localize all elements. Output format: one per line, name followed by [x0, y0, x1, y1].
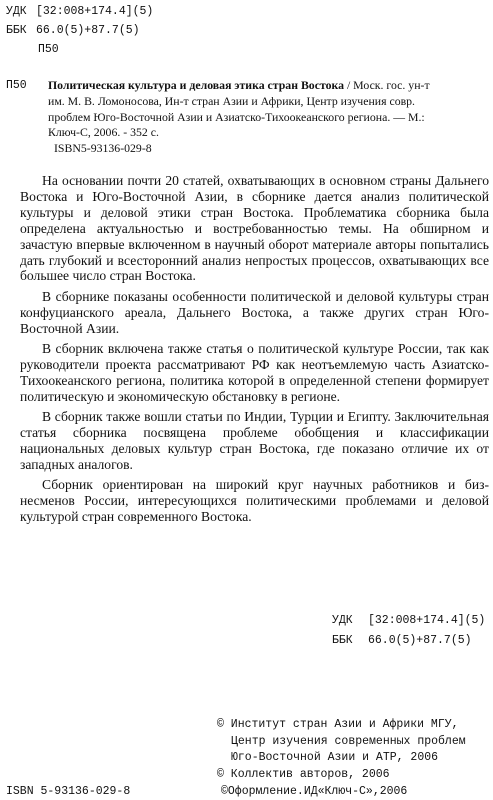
- annotation-paragraph: В сборник включена также статья о политической культуре России, так как руководители проекта рассматривают РФ как неотъемлемую часть Азиатско-Тихоокеанского региона, политика которой в определенной степени формирует политическую и экономическую обстановку в регионе.: [20, 341, 489, 404]
- copyright-center: Центр изучения современных проблем: [231, 735, 466, 748]
- annotation-paragraph: Сборник ориентирован на широкий круг научных работников и бизнесменов России, интересующихся политическими проблемами и деловой культурой стран современного Востока.: [20, 477, 489, 525]
- bottom-bbk-label: ББК: [332, 634, 353, 647]
- annotation-paragraph: На основании почти 20 статей, охватывающих в основном страны Дальнего Востока и Юго-Восточной Азии, в сборнике дается анализ политической культуры и деловой этики стран Востока. Проблематика сборника была определена актуальностью и востребованностью темы. На обширном и зачастую впервые включенном в научный оборот материале авторы попытались дать глубокий и всесторонний анализ непростых процессов, охватывающих все большее число стран Востока.: [20, 173, 489, 284]
- top-bbk-value: 66.0(5)+87.7(5): [36, 24, 140, 37]
- copyright-design: ©Оформление.ИД«Ключ-С»,2006: [221, 785, 408, 798]
- bottom-bbk-line: [332, 635, 472, 647]
- bottom-bbk-value: 66.0(5)+87.7(5): [368, 634, 472, 647]
- top-udk-line: [6, 6, 153, 18]
- top-bbk-line: [6, 25, 140, 37]
- bibliographic-entry: [48, 78, 486, 157]
- bib-line-3: проблем Юго-Восточной Азии и Азиатско-Тихоокеанского региона. — М.:: [48, 109, 425, 124]
- top-udk-label: УДК: [6, 5, 27, 18]
- annotation-paragraph: В сборник также вошли статьи по Индии, Турции и Египту. Заключительная статья сборника посвящена проблеме обобщения и классификации национальных деловых культур стран Востока, где показано отличие их от западных аналогов.: [20, 409, 489, 472]
- annotation-text: [20, 173, 489, 530]
- bib-line-4: Ключ-С, 2006. - 352 с.: [48, 125, 159, 140]
- top-udk-value: [32:008+174.4](5): [36, 5, 154, 18]
- bib-line-1-rest: / Моск. гос. ун-т: [344, 78, 430, 92]
- bib-line-1: [48, 78, 486, 94]
- bottom-isbn: ISBN 5-93136-029-8: [6, 785, 131, 798]
- book-title: Политическая культура и деловая этика стран Востока: [48, 78, 344, 92]
- bottom-udk-label: УДК: [332, 614, 353, 627]
- bottom-udk-value: [32:008+174.4](5): [368, 614, 486, 627]
- bib-line-2: им. М. В. Ломоносова, Ин-т стран Азии и Африки, Центр изучения совр.: [48, 93, 416, 108]
- bottom-udk-line: [332, 615, 485, 627]
- top-author-code: П50: [38, 43, 59, 56]
- bib-code: П50: [6, 79, 27, 92]
- copyright-institute: © Институт стран Азии и Африки МГУ,: [217, 718, 459, 731]
- annotation-paragraph: В сборнике показаны особенности политической и деловой культуры стран конфуцианского ареала, Дальнего Востока, а также других стран Юго-Восточной Азии.: [20, 288, 489, 336]
- top-bbk-label: ББК: [6, 24, 27, 37]
- copyright-region: Юго-Восточной Азии и АТР, 2006: [231, 751, 439, 764]
- bib-isbn: ISBN5-93136-029-8: [54, 141, 152, 156]
- copyright-authors: © Коллектив авторов, 2006: [217, 768, 390, 781]
